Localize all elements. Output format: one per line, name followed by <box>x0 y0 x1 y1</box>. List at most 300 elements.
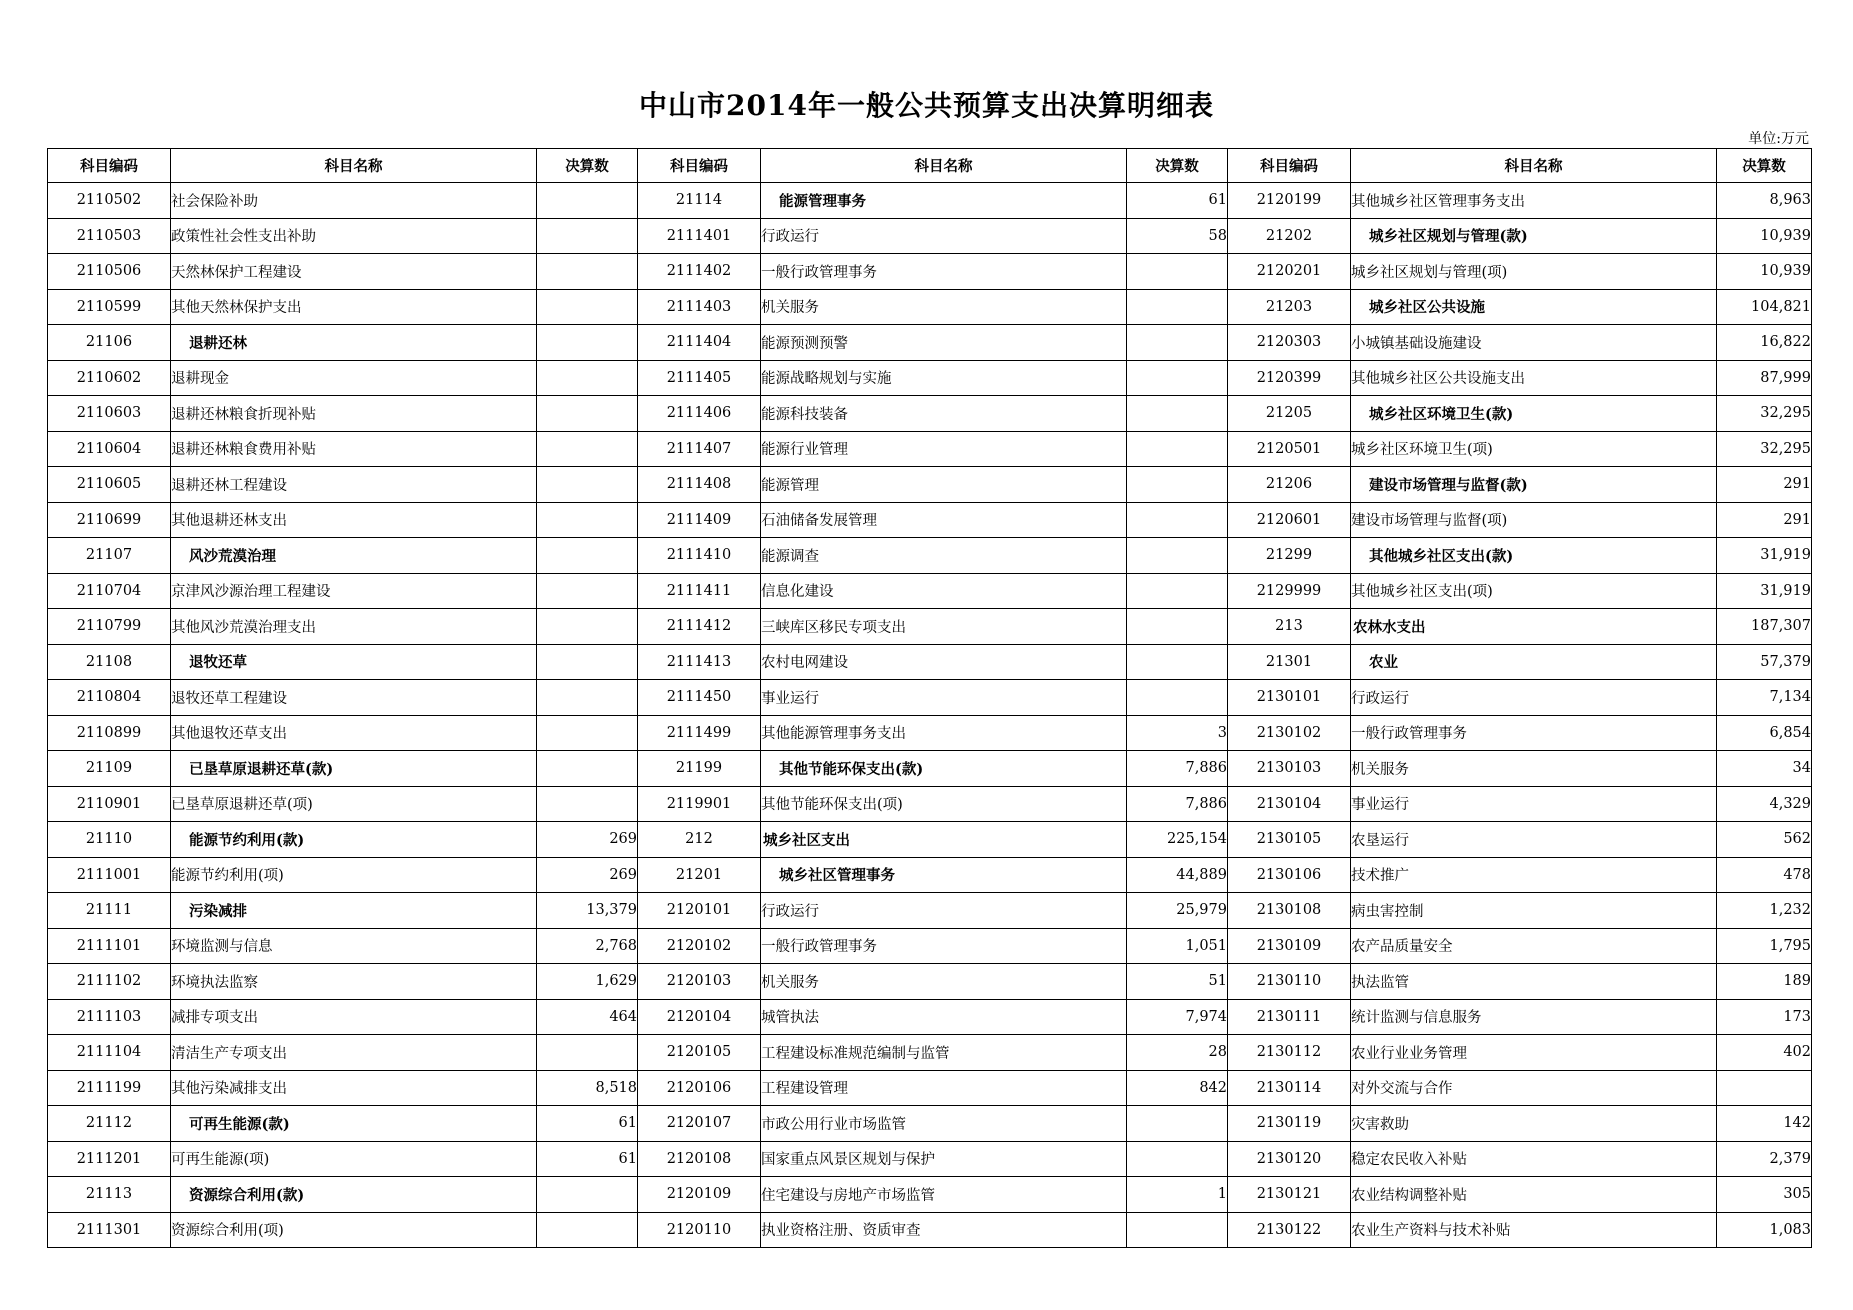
final-amount: 4,329 <box>1717 786 1812 822</box>
account-code: 2111412 <box>638 609 761 645</box>
account-code: 2110699 <box>48 502 171 538</box>
account-code: 2110899 <box>48 715 171 751</box>
account-code: 2110901 <box>48 786 171 822</box>
account-code: 2130112 <box>1228 1035 1351 1071</box>
account-code: 21301 <box>1228 644 1351 680</box>
account-code: 21107 <box>48 538 171 574</box>
account-code: 2130120 <box>1228 1141 1351 1177</box>
account-code: 2130106 <box>1228 857 1351 893</box>
account-code: 2130110 <box>1228 964 1351 1000</box>
account-name: 可再生能源(项) <box>171 1141 537 1177</box>
final-amount <box>1127 254 1228 290</box>
table-row <box>48 573 1812 609</box>
final-amount: 58 <box>1127 218 1228 254</box>
final-amount: 87,999 <box>1717 360 1812 396</box>
final-amount <box>537 1177 638 1213</box>
final-amount: 305 <box>1717 1177 1812 1213</box>
account-code: 2111104 <box>48 1035 171 1071</box>
account-name: 三峡库区移民专项支出 <box>761 609 1127 645</box>
account-code: 2120101 <box>638 893 761 929</box>
account-code: 2111102 <box>48 964 171 1000</box>
header-code: 科目编码 <box>638 149 761 183</box>
table-row <box>48 218 1812 254</box>
final-amount <box>1127 325 1228 361</box>
final-amount: 10,939 <box>1717 254 1812 290</box>
account-name: 其他城乡社区支出(项) <box>1351 573 1717 609</box>
account-name: 其他节能环保支出(项) <box>761 786 1127 822</box>
account-code: 2120110 <box>638 1212 761 1248</box>
final-amount: 6,854 <box>1717 715 1812 751</box>
final-amount <box>1127 644 1228 680</box>
table-row <box>48 325 1812 361</box>
account-name: 能源管理事务 <box>761 183 1127 219</box>
account-name: 天然林保护工程建设 <box>171 254 537 290</box>
final-amount: 51 <box>1127 964 1228 1000</box>
account-name: 资源综合利用(款) <box>171 1177 537 1213</box>
account-name: 一般行政管理事务 <box>761 928 1127 964</box>
account-code: 21203 <box>1228 289 1351 325</box>
account-name: 其他城乡社区公共设施支出 <box>1351 360 1717 396</box>
account-name: 执法监管 <box>1351 964 1717 1000</box>
account-code: 21299 <box>1228 538 1351 574</box>
account-code: 2111201 <box>48 1141 171 1177</box>
final-amount <box>537 431 638 467</box>
final-amount: 7,886 <box>1127 786 1228 822</box>
final-amount: 1,232 <box>1717 893 1812 929</box>
table-row <box>48 609 1812 645</box>
final-amount: 7,886 <box>1127 751 1228 787</box>
table-row <box>48 822 1812 858</box>
final-amount: 31,919 <box>1717 573 1812 609</box>
account-name: 退耕现金 <box>171 360 537 396</box>
account-name: 能源节约利用(项) <box>171 857 537 893</box>
account-name: 已垦草原退耕还草(项) <box>171 786 537 822</box>
final-amount: 13,379 <box>537 893 638 929</box>
account-code: 2120102 <box>638 928 761 964</box>
account-code: 21199 <box>638 751 761 787</box>
account-code: 2110503 <box>48 218 171 254</box>
table-row <box>48 431 1812 467</box>
final-amount: 291 <box>1717 467 1812 503</box>
account-code: 2130111 <box>1228 999 1351 1035</box>
final-amount: 32,295 <box>1717 431 1812 467</box>
account-code: 2111450 <box>638 680 761 716</box>
account-code: 2130121 <box>1228 1177 1351 1213</box>
final-amount <box>1127 573 1228 609</box>
final-amount <box>1717 1070 1812 1106</box>
account-name: 减排专项支出 <box>171 999 537 1035</box>
account-code: 213 <box>1228 609 1351 645</box>
table-row <box>48 715 1812 751</box>
final-amount <box>1127 1141 1228 1177</box>
account-code: 21108 <box>48 644 171 680</box>
final-amount <box>537 609 638 645</box>
account-code: 2110704 <box>48 573 171 609</box>
account-name: 城乡社区支出 <box>761 822 1127 858</box>
header-name: 科目名称 <box>761 149 1127 183</box>
account-code: 21202 <box>1228 218 1351 254</box>
account-code: 2111101 <box>48 928 171 964</box>
final-amount: 2,379 <box>1717 1141 1812 1177</box>
account-name: 农业行业业务管理 <box>1351 1035 1717 1071</box>
account-name: 其他节能环保支出(款) <box>761 751 1127 787</box>
account-code: 2111103 <box>48 999 171 1035</box>
account-code: 2130103 <box>1228 751 1351 787</box>
table-row <box>48 1106 1812 1142</box>
account-name: 能源行业管理 <box>761 431 1127 467</box>
final-amount <box>537 218 638 254</box>
account-name: 退牧还草工程建设 <box>171 680 537 716</box>
account-code: 2120303 <box>1228 325 1351 361</box>
account-code: 2111405 <box>638 360 761 396</box>
final-amount <box>1127 1106 1228 1142</box>
account-code: 2130109 <box>1228 928 1351 964</box>
final-amount <box>537 715 638 751</box>
final-amount <box>1127 609 1228 645</box>
header-code: 科目编码 <box>48 149 171 183</box>
final-amount <box>537 786 638 822</box>
account-name: 能源科技装备 <box>761 396 1127 432</box>
account-name: 农业生产资料与技术补贴 <box>1351 1212 1717 1248</box>
account-name: 工程建设标准规范编制与监管 <box>761 1035 1127 1071</box>
account-name: 能源管理 <box>761 467 1127 503</box>
account-name: 小城镇基础设施建设 <box>1351 325 1717 361</box>
table-row <box>48 183 1812 219</box>
account-code: 21110 <box>48 822 171 858</box>
final-amount: 57,379 <box>1717 644 1812 680</box>
account-code: 2111403 <box>638 289 761 325</box>
account-code: 2110599 <box>48 289 171 325</box>
account-code: 2130102 <box>1228 715 1351 751</box>
account-name: 城乡社区公共设施 <box>1351 289 1717 325</box>
account-code: 21205 <box>1228 396 1351 432</box>
account-name: 农村电网建设 <box>761 644 1127 680</box>
table-row <box>48 1141 1812 1177</box>
account-name: 机关服务 <box>1351 751 1717 787</box>
account-name: 能源调查 <box>761 538 1127 574</box>
final-amount: 269 <box>537 857 638 893</box>
account-name: 风沙荒漠治理 <box>171 538 537 574</box>
account-name: 住宅建设与房地产市场监管 <box>761 1177 1127 1213</box>
final-amount: 142 <box>1717 1106 1812 1142</box>
unit-label: 单位:万元 <box>1748 131 1809 147</box>
budget-table <box>47 148 1812 1248</box>
account-code: 2120201 <box>1228 254 1351 290</box>
account-code: 2120105 <box>638 1035 761 1071</box>
final-amount <box>537 1212 638 1248</box>
final-amount <box>1127 431 1228 467</box>
table-row <box>48 396 1812 432</box>
account-name: 退耕还林 <box>171 325 537 361</box>
account-code: 2120109 <box>638 1177 761 1213</box>
account-name: 城乡社区规划与管理(项) <box>1351 254 1717 290</box>
account-code: 2120601 <box>1228 502 1351 538</box>
final-amount: 61 <box>1127 183 1228 219</box>
final-amount <box>1127 467 1228 503</box>
table-row <box>48 751 1812 787</box>
account-code: 2111413 <box>638 644 761 680</box>
account-code: 2111409 <box>638 502 761 538</box>
account-code: 2110502 <box>48 183 171 219</box>
account-name: 城管执法 <box>761 999 1127 1035</box>
final-amount: 1,795 <box>1717 928 1812 964</box>
account-name: 其他城乡社区支出(款) <box>1351 538 1717 574</box>
account-code: 2120399 <box>1228 360 1351 396</box>
account-name: 农林水支出 <box>1351 609 1717 645</box>
account-name: 其他天然林保护支出 <box>171 289 537 325</box>
account-code: 2130119 <box>1228 1106 1351 1142</box>
account-name: 其他退耕还林支出 <box>171 502 537 538</box>
account-name: 事业运行 <box>761 680 1127 716</box>
account-code: 21113 <box>48 1177 171 1213</box>
account-name: 社会保险补助 <box>171 183 537 219</box>
final-amount <box>537 254 638 290</box>
account-name: 农产品质量安全 <box>1351 928 1717 964</box>
table-row <box>48 644 1812 680</box>
final-amount <box>537 573 638 609</box>
account-code: 2120106 <box>638 1070 761 1106</box>
account-name: 行政运行 <box>761 218 1127 254</box>
account-name: 已垦草原退耕还草(款) <box>171 751 537 787</box>
table-row <box>48 857 1812 893</box>
final-amount: 1,051 <box>1127 928 1228 964</box>
account-code: 21201 <box>638 857 761 893</box>
account-name: 病虫害控制 <box>1351 893 1717 929</box>
final-amount <box>537 467 638 503</box>
final-amount <box>537 360 638 396</box>
final-amount <box>1127 538 1228 574</box>
header-name: 科目名称 <box>1351 149 1717 183</box>
header-amount: 决算数 <box>537 149 638 183</box>
account-name: 可再生能源(款) <box>171 1106 537 1142</box>
final-amount <box>1127 289 1228 325</box>
final-amount: 1,083 <box>1717 1212 1812 1248</box>
final-amount <box>537 325 638 361</box>
account-code: 2111001 <box>48 857 171 893</box>
account-code: 2111404 <box>638 325 761 361</box>
account-name: 能源预测预警 <box>761 325 1127 361</box>
final-amount: 8,963 <box>1717 183 1812 219</box>
account-name: 城乡社区环境卫生(款) <box>1351 396 1717 432</box>
final-amount <box>537 680 638 716</box>
account-code: 2111499 <box>638 715 761 751</box>
final-amount: 269 <box>537 822 638 858</box>
account-name: 机关服务 <box>761 289 1127 325</box>
final-amount: 562 <box>1717 822 1812 858</box>
final-amount: 2,768 <box>537 928 638 964</box>
account-code: 2130114 <box>1228 1070 1351 1106</box>
account-name: 城乡社区环境卫生(项) <box>1351 431 1717 467</box>
final-amount: 291 <box>1717 502 1812 538</box>
table-row <box>48 467 1812 503</box>
table-row <box>48 254 1812 290</box>
account-code: 2120199 <box>1228 183 1351 219</box>
final-amount <box>1127 396 1228 432</box>
header-amount: 决算数 <box>1717 149 1812 183</box>
final-amount <box>537 538 638 574</box>
account-name: 其他城乡社区管理事务支出 <box>1351 183 1717 219</box>
final-amount: 173 <box>1717 999 1812 1035</box>
final-amount: 187,307 <box>1717 609 1812 645</box>
account-code: 2110804 <box>48 680 171 716</box>
account-name: 其他退牧还草支出 <box>171 715 537 751</box>
final-amount: 34 <box>1717 751 1812 787</box>
account-name: 统计监测与信息服务 <box>1351 999 1717 1035</box>
account-name: 京津风沙源治理工程建设 <box>171 573 537 609</box>
account-name: 农业 <box>1351 644 1717 680</box>
table-row <box>48 360 1812 396</box>
final-amount: 32,295 <box>1717 396 1812 432</box>
account-code: 2111407 <box>638 431 761 467</box>
account-code: 21111 <box>48 893 171 929</box>
account-name: 其他风沙荒漠治理支出 <box>171 609 537 645</box>
final-amount: 1,629 <box>537 964 638 1000</box>
account-name: 信息化建设 <box>761 573 1127 609</box>
header-name: 科目名称 <box>171 149 537 183</box>
final-amount <box>1127 502 1228 538</box>
final-amount <box>1127 1212 1228 1248</box>
account-name: 事业运行 <box>1351 786 1717 822</box>
account-code: 2119901 <box>638 786 761 822</box>
account-code: 2120108 <box>638 1141 761 1177</box>
table-row <box>48 680 1812 716</box>
account-code: 2111402 <box>638 254 761 290</box>
final-amount: 7,974 <box>1127 999 1228 1035</box>
final-amount: 225,154 <box>1127 822 1228 858</box>
final-amount: 25,979 <box>1127 893 1228 929</box>
account-code: 21109 <box>48 751 171 787</box>
account-name: 建设市场管理与监督(款) <box>1351 467 1717 503</box>
account-code: 21206 <box>1228 467 1351 503</box>
account-code: 2130108 <box>1228 893 1351 929</box>
account-name: 稳定农民收入补贴 <box>1351 1141 1717 1177</box>
account-name: 农业结构调整补贴 <box>1351 1177 1717 1213</box>
account-code: 2111406 <box>638 396 761 432</box>
final-amount: 7,134 <box>1717 680 1812 716</box>
final-amount: 31,919 <box>1717 538 1812 574</box>
account-code: 212 <box>638 822 761 858</box>
table-row <box>48 538 1812 574</box>
final-amount <box>537 644 638 680</box>
final-amount: 189 <box>1717 964 1812 1000</box>
account-name: 农垦运行 <box>1351 822 1717 858</box>
table-row <box>48 928 1812 964</box>
account-code: 2110605 <box>48 467 171 503</box>
account-name: 污染减排 <box>171 893 537 929</box>
account-name: 资源综合利用(项) <box>171 1212 537 1248</box>
table-row <box>48 893 1812 929</box>
final-amount: 44,889 <box>1127 857 1228 893</box>
account-code: 2111408 <box>638 467 761 503</box>
account-code: 21112 <box>48 1106 171 1142</box>
account-code: 2111401 <box>638 218 761 254</box>
account-name: 其他能源管理事务支出 <box>761 715 1127 751</box>
account-name: 能源战略规划与实施 <box>761 360 1127 396</box>
account-name: 城乡社区管理事务 <box>761 857 1127 893</box>
account-name: 一般行政管理事务 <box>1351 715 1717 751</box>
table-row <box>48 1035 1812 1071</box>
account-code: 2120103 <box>638 964 761 1000</box>
final-amount: 10,939 <box>1717 218 1812 254</box>
table-row <box>48 1212 1812 1248</box>
final-amount: 842 <box>1127 1070 1228 1106</box>
table-row <box>48 786 1812 822</box>
account-code: 2120501 <box>1228 431 1351 467</box>
account-code: 2110603 <box>48 396 171 432</box>
final-amount: 104,821 <box>1717 289 1812 325</box>
account-code: 2111411 <box>638 573 761 609</box>
account-name: 石油储备发展管理 <box>761 502 1127 538</box>
account-name: 国家重点风景区规划与保护 <box>761 1141 1127 1177</box>
account-code: 2110506 <box>48 254 171 290</box>
account-code: 2111301 <box>48 1212 171 1248</box>
account-name: 环境执法监察 <box>171 964 537 1000</box>
account-code: 2130104 <box>1228 786 1351 822</box>
account-code: 2110602 <box>48 360 171 396</box>
account-code: 2110799 <box>48 609 171 645</box>
account-name: 行政运行 <box>1351 680 1717 716</box>
account-code: 2120104 <box>638 999 761 1035</box>
final-amount <box>537 183 638 219</box>
account-code: 2130101 <box>1228 680 1351 716</box>
final-amount <box>537 289 638 325</box>
final-amount <box>537 502 638 538</box>
account-name: 退牧还草 <box>171 644 537 680</box>
table-row <box>48 1070 1812 1106</box>
final-amount: 16,822 <box>1717 325 1812 361</box>
account-code: 21106 <box>48 325 171 361</box>
final-amount <box>537 751 638 787</box>
account-code: 2111199 <box>48 1070 171 1106</box>
table-row <box>48 502 1812 538</box>
final-amount <box>537 396 638 432</box>
account-name: 退耕还林粮食折现补贴 <box>171 396 537 432</box>
account-code: 2130122 <box>1228 1212 1351 1248</box>
table-row <box>48 1177 1812 1213</box>
account-name: 机关服务 <box>761 964 1127 1000</box>
account-code: 2120107 <box>638 1106 761 1142</box>
account-name: 执业资格注册、资质审查 <box>761 1212 1127 1248</box>
final-amount: 1 <box>1127 1177 1228 1213</box>
account-name: 清洁生产专项支出 <box>171 1035 537 1071</box>
account-name: 退耕还林工程建设 <box>171 467 537 503</box>
final-amount <box>537 1035 638 1071</box>
account-code: 2111410 <box>638 538 761 574</box>
final-amount: 61 <box>537 1141 638 1177</box>
account-name: 技术推广 <box>1351 857 1717 893</box>
final-amount: 61 <box>537 1106 638 1142</box>
account-name: 市政公用行业市场监管 <box>761 1106 1127 1142</box>
final-amount <box>1127 360 1228 396</box>
account-name: 行政运行 <box>761 893 1127 929</box>
final-amount: 478 <box>1717 857 1812 893</box>
final-amount: 402 <box>1717 1035 1812 1071</box>
account-code: 21114 <box>638 183 761 219</box>
account-name: 能源节约利用(款) <box>171 822 537 858</box>
account-name: 一般行政管理事务 <box>761 254 1127 290</box>
final-amount: 464 <box>537 999 638 1035</box>
account-name: 对外交流与合作 <box>1351 1070 1717 1106</box>
table-row <box>48 964 1812 1000</box>
account-name: 城乡社区规划与管理(款) <box>1351 218 1717 254</box>
account-name: 退耕还林粮食费用补贴 <box>171 431 537 467</box>
table-row <box>48 999 1812 1035</box>
account-name: 工程建设管理 <box>761 1070 1127 1106</box>
account-name: 灾害救助 <box>1351 1106 1717 1142</box>
account-code: 2130105 <box>1228 822 1351 858</box>
final-amount: 8,518 <box>537 1070 638 1106</box>
header-row <box>48 149 1812 183</box>
